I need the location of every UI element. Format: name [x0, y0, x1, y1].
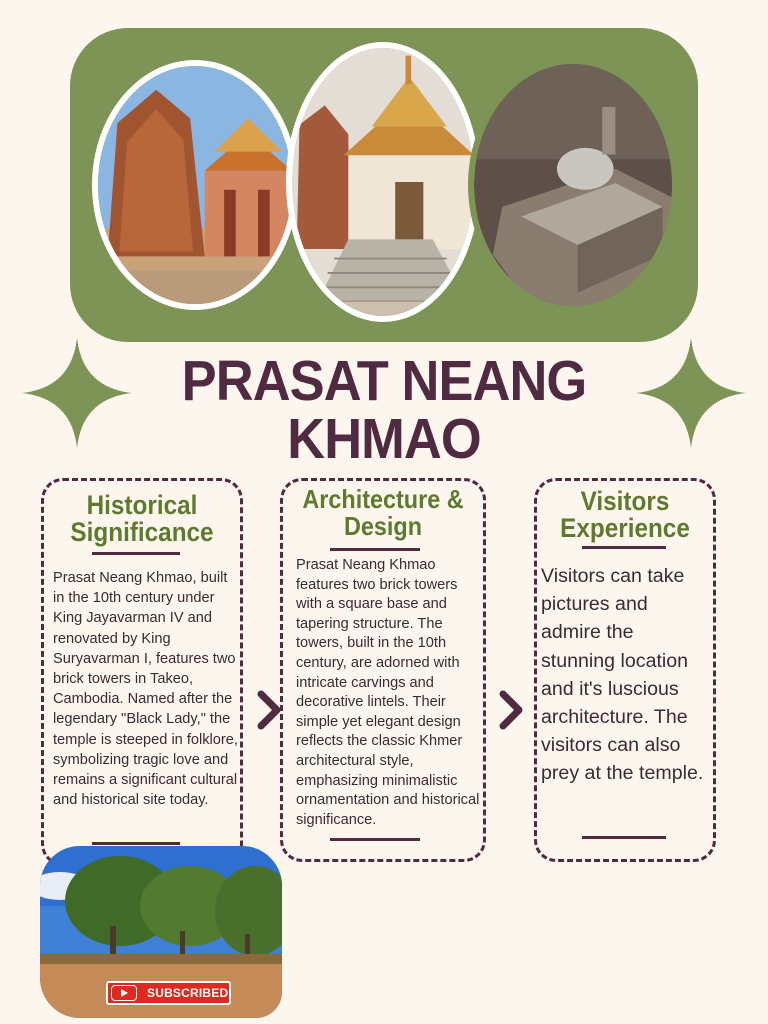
youtube-icon [111, 985, 137, 1001]
subscribed-button[interactable] [106, 981, 231, 1005]
temple-stairs-photo [286, 42, 480, 322]
architecture-design-text: Prasat Neang Khmao features two brick towers with a square base and tapering structure. The towers, built in the 10th century, are adorned with intricate carvings and decorative lintels. Their simple yet elegant design reflects the classic Khmer architectural style, emphasizing minimalistic ornamentation and historical significance. [296, 557, 480, 828]
visitors-experience-heading: Visitors Experience [560, 486, 690, 543]
divider [330, 838, 420, 841]
stone-pedestal-photo [468, 58, 678, 312]
divider [330, 548, 420, 551]
visitors-experience-text: Visitors can take pictures and admire the stunning location and it's luscious architecture. The visitors can also prey at the temple. [541, 565, 704, 785]
divider [582, 836, 666, 839]
divider [582, 546, 666, 549]
sparkle-icon [22, 338, 132, 448]
architecture-design-heading: Architecture & Design [302, 484, 464, 541]
divider [92, 842, 180, 845]
page-title: PRASAT NEANG KHMAO [181, 349, 587, 471]
divider [92, 552, 180, 555]
chevron-right-icon [497, 690, 525, 730]
historical-significance-text: Prasat Neang Khmao, built in the 10th century under King Jayavarman IV and renovated by King Suryavarman I, features two brick towers in Takeo, Cambodia. Named after the legendary "Black Lady," the temple is steeped in folklore, symbolizing tragic love and remains a significant cultural and historical site today. [53, 570, 238, 809]
chevron-right-icon [255, 690, 283, 730]
historical-significance-heading: Historical Significance [70, 490, 214, 547]
subscribed-label: SUBSCRIBED [147, 986, 229, 1000]
temple-ruins-photo [92, 60, 298, 310]
sparkle-icon [636, 338, 746, 448]
